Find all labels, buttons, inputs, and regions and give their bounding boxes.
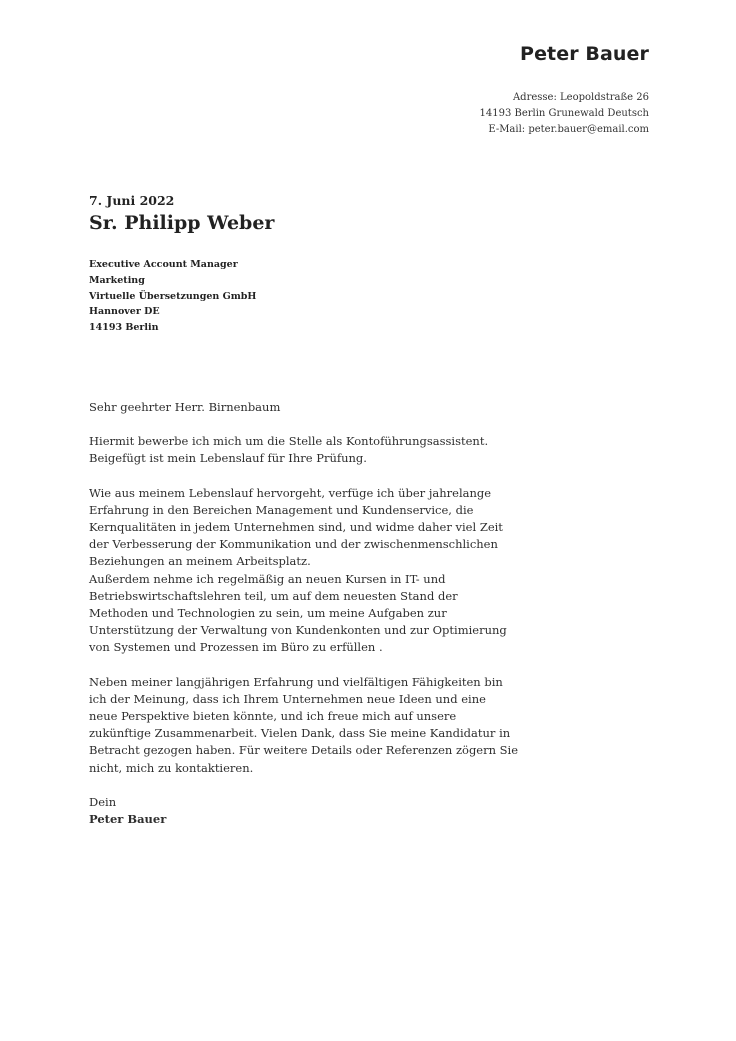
paragraph-line: Außerdem nehme ich regelmäßig an neuen Kursen in IT- und xyxy=(89,571,446,586)
closing-phrase: Dein xyxy=(89,794,117,809)
letter-body xyxy=(89,399,519,845)
sender-address: Adresse: Leopoldstraße 26 xyxy=(512,92,649,103)
sender-city: 14193 Berlin Grunewald Deutsch xyxy=(479,108,649,119)
paragraph-line: von Systemen und Prozessen im Büro zu erfüllen . xyxy=(89,640,383,655)
paragraph-line: Kernqualitäten in jedem Unternehmen sind, und widme daher viel Zeit xyxy=(89,520,503,535)
closing-block xyxy=(89,794,481,828)
sender-name: Peter Bauer xyxy=(520,43,649,65)
paragraph-line: Erfahrung in den Bereichen Management und Kundenservice, die xyxy=(89,502,474,517)
paragraph-line: Betriebswirtschaftslehren teil, um auf dem neuesten Stand der xyxy=(89,588,458,603)
paragraph-closing-remarks xyxy=(89,674,519,777)
recipient-department: Marketing xyxy=(89,274,145,286)
paragraph-line: Wie aus meinem Lebenslauf hervorgeht, verfüge ich über jahrelange xyxy=(89,485,492,500)
salutation: Sehr geehrter Herr. Birnenbaum xyxy=(89,400,281,414)
paragraph-line: Neben meiner langjährigen Erfahrung und vielfältigen Fähigkeiten bin xyxy=(89,674,503,689)
paragraph-line: Unterstützung der Verwaltung von Kundenkonten und zur Optimierung xyxy=(89,623,507,638)
paragraph-application xyxy=(89,433,489,467)
paragraph-line: neue Perspektive bieten könnte, und ich freue mich auf unsere xyxy=(89,709,457,724)
recipient-city: Hannover DE xyxy=(89,306,160,318)
paragraph-experience xyxy=(89,485,507,657)
signature: Peter Bauer xyxy=(89,812,167,827)
paragraph-line: zukünftige Zusammenarbeit. Vielen Dank, dass Sie meine Kandidatur in xyxy=(89,726,511,741)
paragraph-line: Beigefügt ist mein Lebenslauf für Ihre Prüfung. xyxy=(89,451,367,466)
paragraph-line: ich der Meinung, dass ich Ihrem Unternehmen neue Ideen und eine xyxy=(89,691,486,706)
recipient-name: Sr. Philipp Weber xyxy=(89,212,275,234)
recipient-company: Virtuelle Übersetzungen GmbH xyxy=(89,290,257,302)
recipient-postcode: 14193 Berlin xyxy=(89,322,159,334)
recipient-address xyxy=(89,257,256,336)
paragraph-line: nicht, mich zu kontaktieren. xyxy=(89,760,254,775)
sender-email: E-Mail: peter.bauer@email.com xyxy=(488,124,649,135)
paragraph-line: Beziehungen an meinem Arbeitsplatz. xyxy=(89,554,311,569)
recipient-title: Executive Account Manager xyxy=(89,259,238,270)
paragraph-line: Hiermit bewerbe ich mich um die Stelle als Kontoführungsassistent. xyxy=(89,434,489,449)
letter-date: 7. Juni 2022 xyxy=(89,193,175,208)
paragraph-line: Betracht gezogen haben. Für weitere Details oder Referenzen zögern Sie xyxy=(89,743,519,758)
paragraph-line: der Verbesserung der Kommunikation und der zwischenmenschlichen xyxy=(89,537,498,552)
paragraph-line: Methoden und Technologien zu sein, um meine Aufgaben zur xyxy=(89,606,447,621)
sender-contact xyxy=(480,90,650,138)
